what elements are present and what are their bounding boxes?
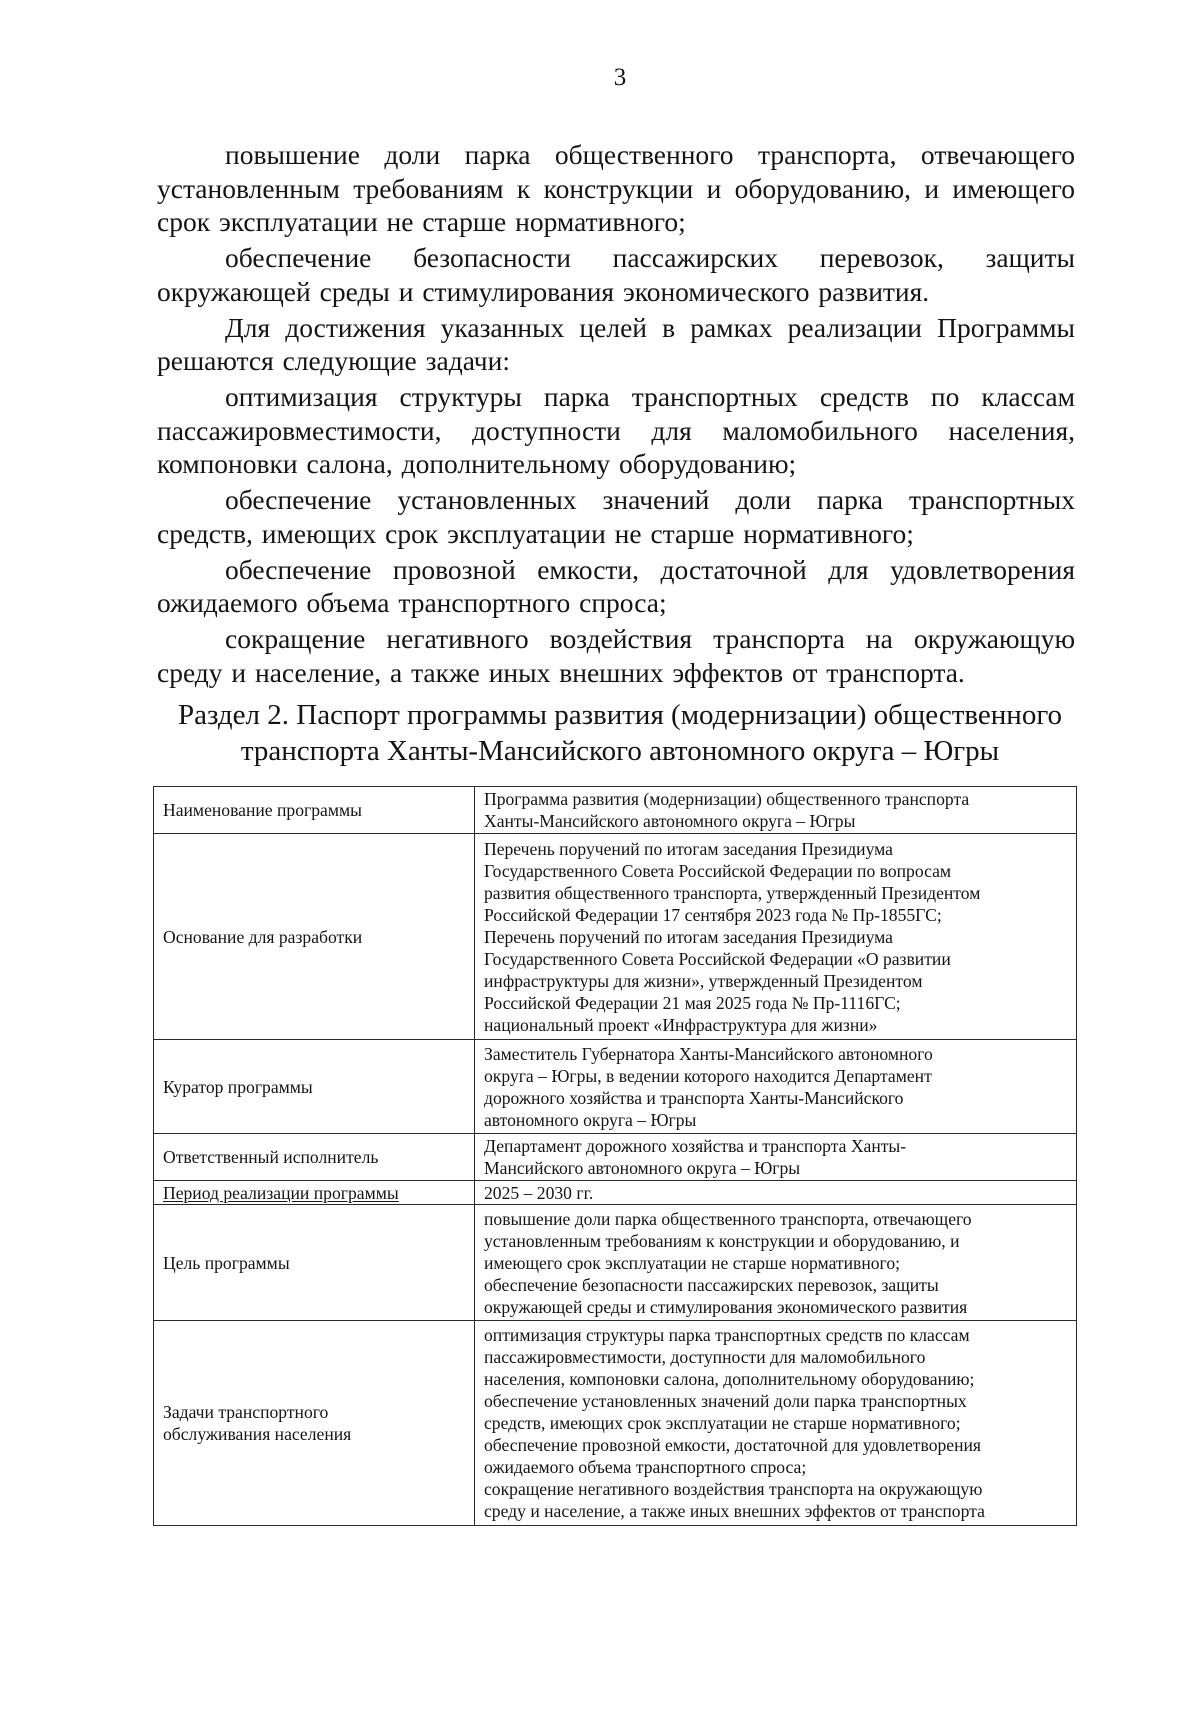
value-line: среду и население, а также иных внешних эффектов от транспорта bbox=[484, 1501, 985, 1521]
row-value bbox=[475, 1205, 1077, 1321]
value-line: пассажировместимости, доступности для маломобильного bbox=[484, 1347, 926, 1367]
value-line: имеющего срок эксплуатации не старше нормативного; bbox=[484, 1252, 901, 1273]
table-row bbox=[154, 1040, 1077, 1134]
row-label: Основание для разработки bbox=[154, 834, 475, 1040]
row-value bbox=[475, 1321, 1077, 1526]
value-line: оптимизация структуры парка транспортных средств по классам bbox=[484, 1325, 970, 1345]
value-line: Российской Федерации 21 мая 2025 года № Пр-1116ГС; bbox=[484, 992, 901, 1013]
value-line: 2025 – 2030 гг. bbox=[484, 1182, 594, 1203]
section-title-line-1: Раздел 2. Паспорт программы развития (модернизации) общественного bbox=[177, 699, 1063, 731]
value-line: Перечень поручений по итогам заседания Президиума bbox=[484, 838, 893, 859]
row-value bbox=[475, 834, 1077, 1040]
value-line: обеспечение провозной емкости, достаточной для удовлетворения bbox=[484, 1435, 982, 1455]
value-line: окружающей среды и стимулирования экономического развития bbox=[484, 1296, 968, 1317]
value-line: округа – Югры, в ведении которого находится Департамент bbox=[484, 1065, 932, 1086]
row-label: Куратор программы bbox=[154, 1040, 475, 1134]
row-value bbox=[475, 787, 1077, 834]
value-line: населения, компоновки салона, дополнительному оборудованию; bbox=[484, 1369, 975, 1389]
task-paragraph-2: обеспечение установленных значений доли парка транспортных средств, имеющих срок эксплуатации не старше нормативного; bbox=[157, 484, 1075, 549]
value-line: ожидаемого объема транспортного спроса; bbox=[484, 1457, 807, 1477]
section-title bbox=[140, 697, 1100, 769]
row-label: Наименование программы bbox=[154, 787, 475, 834]
row-label-text: Период реализации программы bbox=[163, 1182, 399, 1203]
row-label-line: обслуживания населения bbox=[163, 1424, 352, 1444]
task-paragraph-3: обеспечение провозной емкости, достаточной для удовлетворения ожидаемого объема транспортного спроса; bbox=[157, 553, 1075, 618]
value-line: Заместитель Губернатора Ханты-Мансийского автономного bbox=[484, 1043, 933, 1064]
passport-table bbox=[153, 786, 1077, 1526]
row-value bbox=[475, 1134, 1077, 1181]
value-line: Перечень поручений по итогам заседания Президиума bbox=[484, 926, 893, 947]
table-row bbox=[154, 1181, 1077, 1205]
row-label bbox=[154, 1181, 475, 1205]
value-line: Российской Федерации 17 сентября 2023 года № Пр-1855ГС; bbox=[484, 904, 942, 925]
value-line: Ханты-Мансийского автономного округа – Югры bbox=[484, 811, 856, 831]
task-paragraph-4: сокращение негативного воздействия транспорта на окружающую среду и население, а также иных внешних эффектов от транспорта. bbox=[157, 623, 1075, 688]
value-line: обеспечение безопасности пассажирских перевозок, защиты bbox=[484, 1274, 939, 1295]
value-line: средств, имеющих срок эксплуатации не старше нормативного; bbox=[484, 1413, 961, 1433]
row-label: Ответственный исполнитель bbox=[154, 1134, 475, 1181]
task-paragraph-1: оптимизация структуры парка транспортных средств по классам пассажировместимости, доступности для маломобильного населения, компоновки салона, дополнительному оборудованию; bbox=[157, 381, 1075, 479]
value-line: инфраструктуры для жизни», утвержденный Президентом bbox=[484, 970, 923, 991]
value-line: национальный проект «Инфраструктура для жизни» bbox=[484, 1014, 878, 1035]
page-number: 3 bbox=[613, 64, 627, 91]
tasks-intro-paragraph: Для достижения указанных целей в рамках реализации Программы решаются следующие задачи: bbox=[157, 311, 1075, 376]
value-line: Департамент дорожного хозяйства и транспорта Ханты- bbox=[484, 1136, 907, 1156]
value-line: Мансийского автономного округа – Югры bbox=[484, 1158, 801, 1178]
row-label bbox=[154, 1321, 475, 1526]
table-row bbox=[154, 1205, 1077, 1321]
table-row bbox=[154, 1134, 1077, 1181]
value-line: Государственного Совета Российской Федерации по вопросам bbox=[484, 860, 952, 881]
value-line: Программа развития (модернизации) общественного транспорта bbox=[484, 789, 970, 809]
value-line: установленным требованиям к конструкции и оборудованию, и bbox=[484, 1230, 960, 1251]
body-text bbox=[157, 138, 1075, 692]
row-label: Цель программы bbox=[154, 1205, 475, 1321]
row-value bbox=[475, 1040, 1077, 1134]
goal-paragraph-2: обеспечение безопасности пассажирских перевозок, защиты окружающей среды и стимулирования экономического развития. bbox=[157, 242, 1075, 307]
row-value bbox=[475, 1181, 1077, 1205]
table-row bbox=[154, 834, 1077, 1040]
value-line: автономного округа – Югры bbox=[484, 1109, 697, 1130]
value-line: Государственного Совета Российской Федерации «О развитии bbox=[484, 948, 951, 969]
goal-paragraph-1: повышение доли парка общественного транспорта, отвечающего установленным требованиям к конструкции и оборудованию, и имеющего срок эксплуатации не старше нормативного; bbox=[157, 139, 1075, 237]
section-title-line-2: транспорта Ханты-Мансийского автономного округа – Югры bbox=[240, 735, 1000, 767]
table-row bbox=[154, 1321, 1077, 1526]
row-label-line: Задачи транспортного bbox=[163, 1402, 329, 1422]
value-line: повышение доли парка общественного транспорта, отвечающего bbox=[484, 1208, 972, 1229]
value-line: дорожного хозяйства и транспорта Ханты-Мансийского bbox=[484, 1087, 904, 1108]
value-line: сокращение негативного воздействия транспорта на окружающую bbox=[484, 1479, 983, 1499]
value-line: развития общественного транспорта, утвержденный Президентом bbox=[484, 882, 981, 903]
table-row bbox=[154, 787, 1077, 834]
value-line: обеспечение установленных значений доли парка транспортных bbox=[484, 1391, 967, 1411]
